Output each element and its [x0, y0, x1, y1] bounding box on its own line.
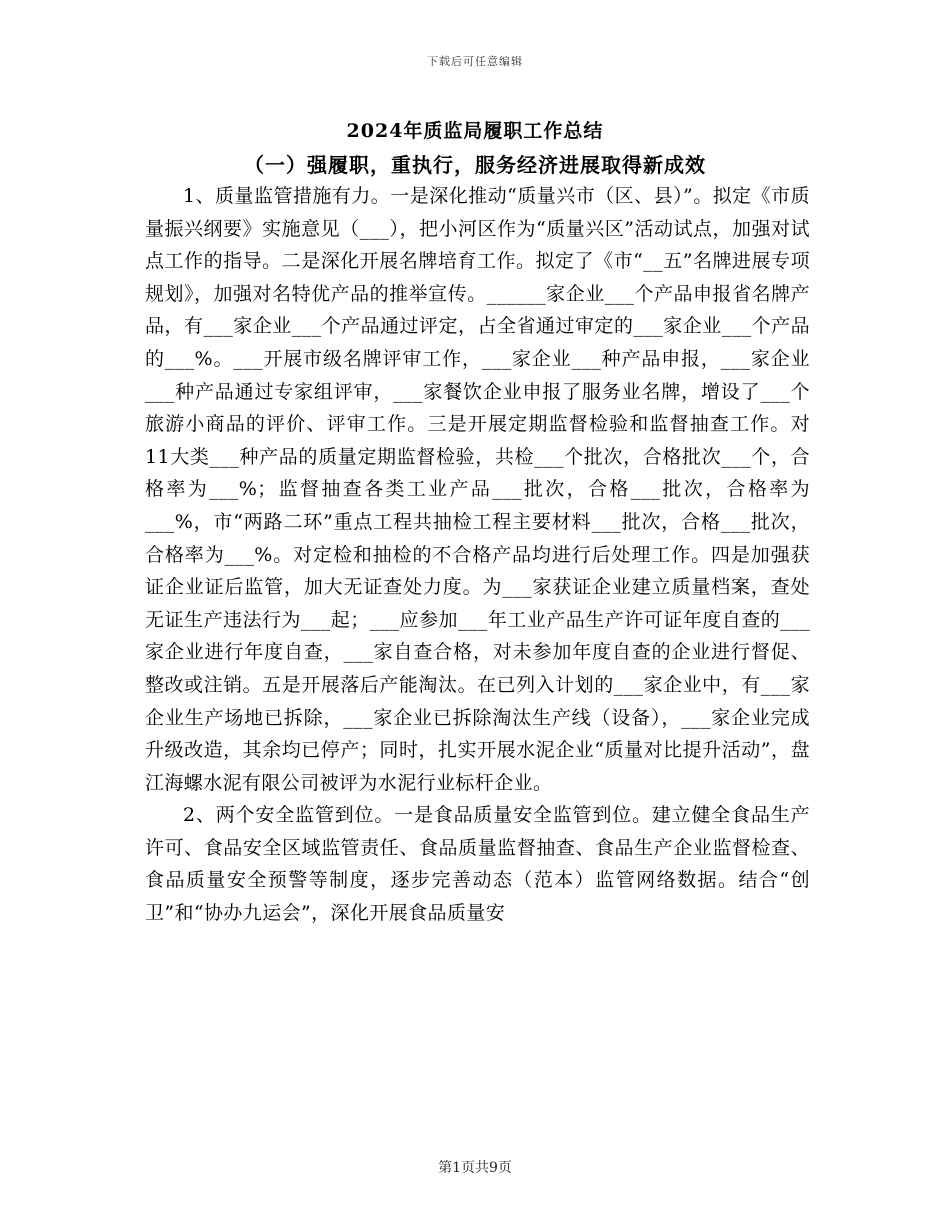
- page-number: 第1页共9页: [438, 1160, 512, 1176]
- page-header-note: 下载后可任意编辑: [427, 55, 523, 68]
- section-heading: （一）强履职，重执行，服务经济进展取得新成效: [244, 153, 706, 177]
- paragraph-safety-supervision: 2、两个安全监管到位。一是食品质量安全监管到位。建立健全食品生产许可、食品安全区域监管责任、食品质量监督抽查、食品生产企业监督检查、食品质量安全预警等制度，逐步完善动态（范本）监管网络数据。结合“创卫”和“协办九运会”，深化开展食品质量安: [145, 804, 810, 925]
- document-body: [145, 180, 810, 930]
- paragraph-quality-supervision: 1、质量监管措施有力。一是深化推动“质量兴市（区、县）”。拟定《市质量振兴纲要》实施意见（___），把小河区作为“质量兴区”活动试点，加强对试点工作的指导。二是深化开展名牌培育工作。拟定了《市“__五”名牌进展专项规划》，加强对名特优产品的推举宣传。______家企业___个产品申报省名牌产品，有___家企业___个产品通过评定，占全省通过审定的___家企业___个产品的___%。___开展市级名牌评审工作，___家企业___种产品申报，___家企业___种产品通过专家组评审，___家餐饮企业申报了服务业名牌，增设了___个旅游小商品的评价、评审工作。三是开展定期监督检验和监督抽查工作。对11大类___种产品的质量定期监督检验，共检___个批次，合格批次___个，合格率为___%；监督抽查各类工业产品___批次，合格___批次，合格率为___%，市“两路二环”重点工程共抽检工程主要材料___批次，合格___批次，合格率为___%。对定检和抽检的不合格产品均进行后处理工作。四是加强获证企业证后监管，加大无证查处力度。为___家获证企业建立质量档案，查处无证生产违法行为___起；___应参加___年工业产品生产许可证年度自查的___家企业进行年度自查，___家自查合格，对未参加年度自查的企业进行督促、整改或注销。五是开展落后产能淘汰。在已列入计划的___家企业中，有___家企业生产场地已拆除，___家企业已拆除淘汰生产线（设备），___家企业完成升级改造，其余均已停产；同时，扎实开展水泥企业“质量对比提升活动”，盘江海螺水泥有限公司被评为水泥行业标杆企业。: [145, 185, 810, 794]
- document-title: 2024年质监局履职工作总结: [346, 120, 604, 142]
